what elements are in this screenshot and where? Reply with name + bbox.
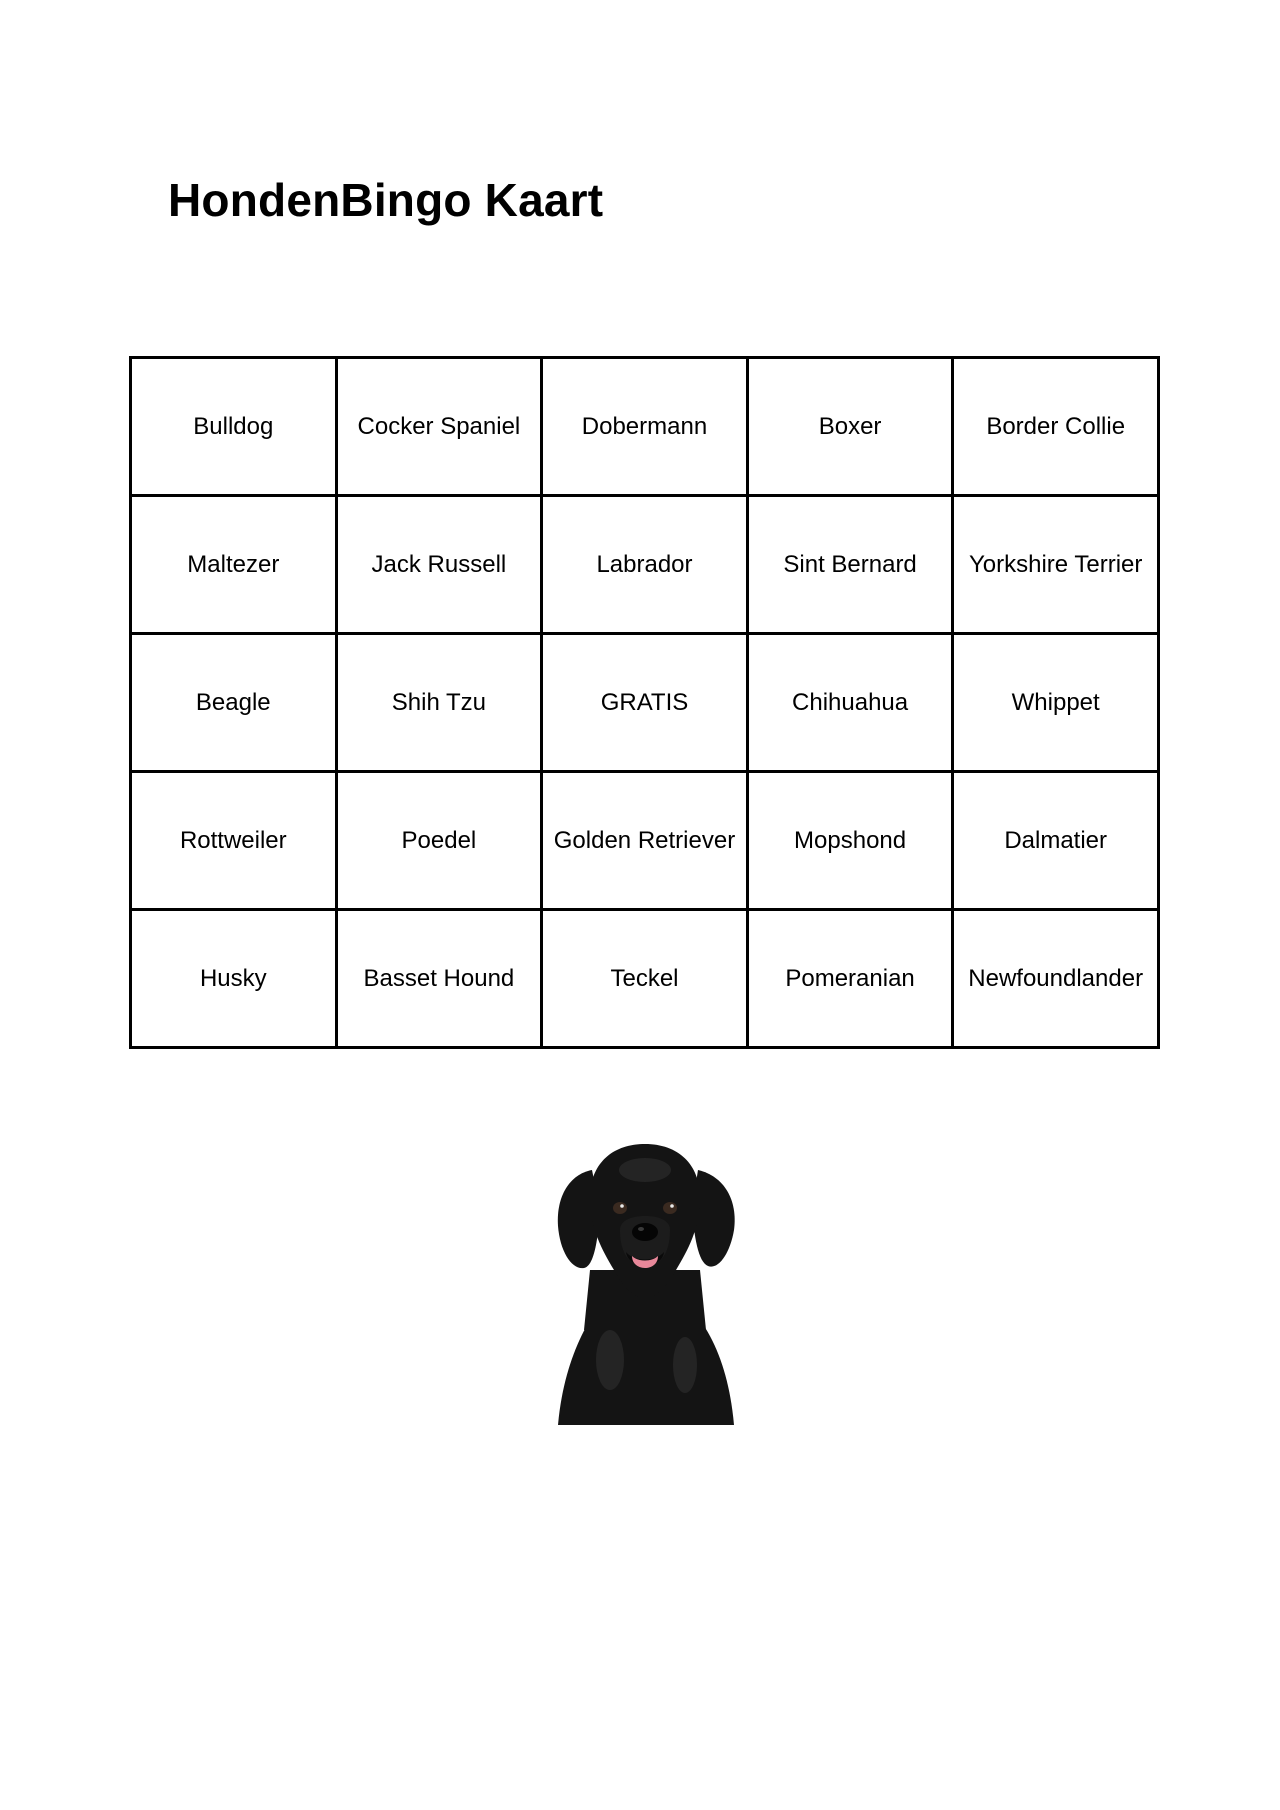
page-title: HondenBingo Kaart xyxy=(168,174,604,226)
bingo-cell[interactable]: Jack Russell xyxy=(336,496,542,634)
bingo-cell[interactable]: Bulldog xyxy=(131,358,337,496)
bingo-cell[interactable]: Dalmatier xyxy=(953,772,1159,910)
bingo-cell[interactable]: Maltezer xyxy=(131,496,337,634)
bingo-cell[interactable]: Teckel xyxy=(542,910,748,1048)
black-labrador-photo xyxy=(520,1130,770,1425)
bingo-cell[interactable]: Dobermann xyxy=(542,358,748,496)
bingo-cell[interactable]: Rottweiler xyxy=(131,772,337,910)
bingo-cell[interactable]: Mopshond xyxy=(747,772,953,910)
bingo-cell[interactable]: Pomeranian xyxy=(747,910,953,1048)
bingo-row xyxy=(131,496,1159,634)
bingo-row xyxy=(131,634,1159,772)
bingo-cell[interactable]: Golden Retriever xyxy=(542,772,748,910)
bingo-cell[interactable]: Yorkshire Terrier xyxy=(953,496,1159,634)
bingo-cell[interactable]: Husky xyxy=(131,910,337,1048)
dog-fur xyxy=(558,1144,735,1425)
bingo-cell[interactable]: Cocker Spaniel xyxy=(336,358,542,496)
bingo-cell[interactable]: Boxer xyxy=(747,358,953,496)
bingo-card xyxy=(129,356,1160,1049)
bingo-free-cell[interactable]: GRATIS xyxy=(542,634,748,772)
bingo-row xyxy=(131,910,1159,1048)
bingo-cell[interactable]: Beagle xyxy=(131,634,337,772)
bingo-cell[interactable]: Sint Bernard xyxy=(747,496,953,634)
bingo-cell[interactable]: Whippet xyxy=(953,634,1159,772)
bingo-cell[interactable]: Border Collie xyxy=(953,358,1159,496)
bingo-row xyxy=(131,772,1159,910)
bingo-cell[interactable]: Poedel xyxy=(336,772,542,910)
bingo-cell[interactable]: Labrador xyxy=(542,496,748,634)
bingo-cell[interactable]: Chihuahua xyxy=(747,634,953,772)
bingo-row xyxy=(131,358,1159,496)
dog-nose xyxy=(632,1223,658,1241)
bingo-cell[interactable]: Newfoundlander xyxy=(953,910,1159,1048)
bingo-cell[interactable]: Basset Hound xyxy=(336,910,542,1048)
bingo-cell[interactable]: Shih Tzu xyxy=(336,634,542,772)
